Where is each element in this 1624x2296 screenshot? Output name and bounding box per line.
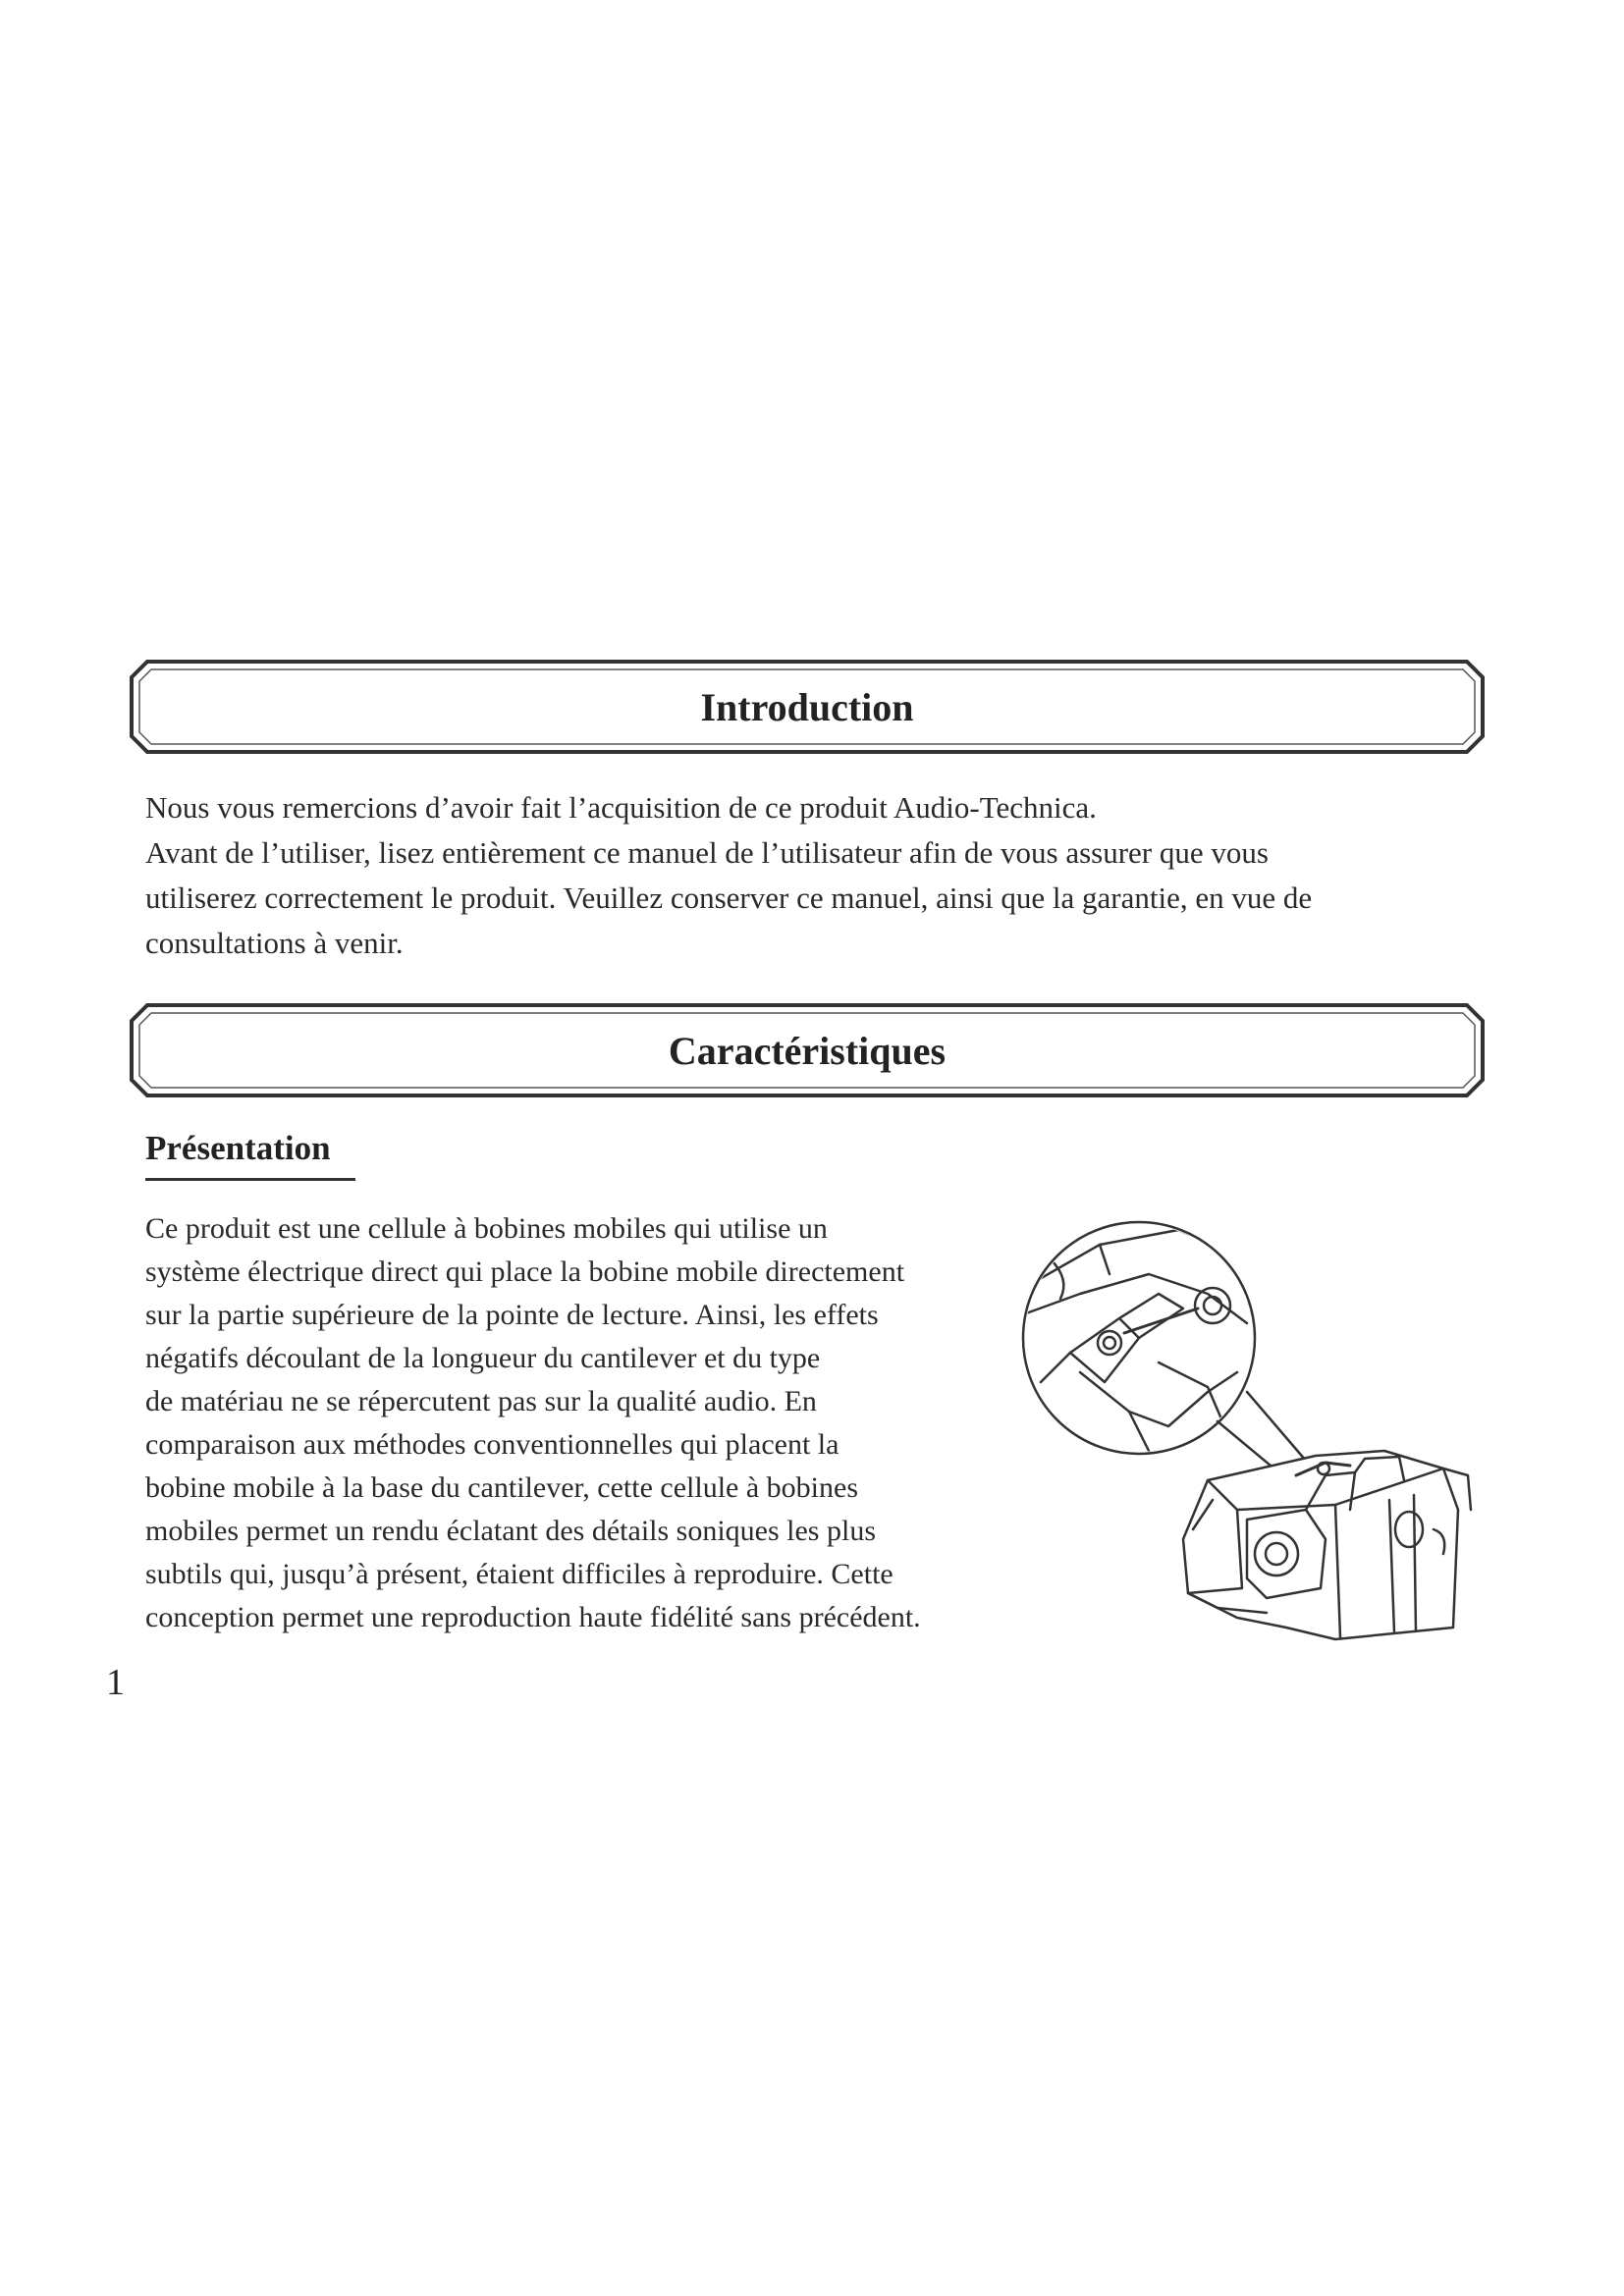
presentation-line: mobiles permet un rendu éclatant des détails soniques les plus <box>145 1515 876 1547</box>
presentation-line: conception permet une reproduction haute fidélité sans précédent. <box>145 1601 921 1633</box>
introduction-paragraph <box>145 785 1312 966</box>
presentation-line: sur la partie supérieure de la pointe de lecture. Ainsi, les effets <box>145 1299 879 1331</box>
presentation-line: comparaison aux méthodes conventionnelles qui placent la <box>145 1428 839 1461</box>
presentation-line: Ce produit est une cellule à bobines mobiles qui utilise un <box>145 1212 828 1245</box>
intro-line: consultations à venir. <box>145 926 404 960</box>
presentation-line: de matériau ne se répercutent pas sur la qualité audio. En <box>145 1385 817 1417</box>
intro-line: Avant de l’utiliser, lisez entièrement ce manuel de l’utilisateur afin de vous assurer que vous <box>145 835 1269 870</box>
presentation-underline <box>145 1178 355 1181</box>
presentation-line: subtils qui, jusqu’à présent, étaient difficiles à reproduire. Cette <box>145 1558 893 1590</box>
presentation-line: système électrique direct qui place la bobine mobile directement <box>145 1255 905 1288</box>
presentation-line: négatifs découlant de la longueur du cantilever et du type <box>145 1342 821 1374</box>
features-title: Caractéristiques <box>668 1028 947 1073</box>
page-number: 1 <box>106 1662 125 1703</box>
intro-line: utiliserez correctement le produit. Veuillez conserver ce manuel, ainsi que la garantie, en vue de <box>145 881 1313 915</box>
introduction-header <box>130 660 1485 754</box>
introduction-title: Introduction <box>700 684 914 729</box>
intro-line: Nous vous remercions d’avoir fait l’acquisition de ce produit Audio-Technica. <box>145 790 1097 825</box>
presentation-line: bobine mobile à la base du cantilever, cette cellule à bobines <box>145 1471 859 1504</box>
presentation-paragraph <box>145 1207 921 1639</box>
cartridge-illustration <box>1011 1215 1483 1657</box>
presentation-heading: Présentation <box>145 1129 331 1167</box>
features-header <box>130 1003 1485 1097</box>
